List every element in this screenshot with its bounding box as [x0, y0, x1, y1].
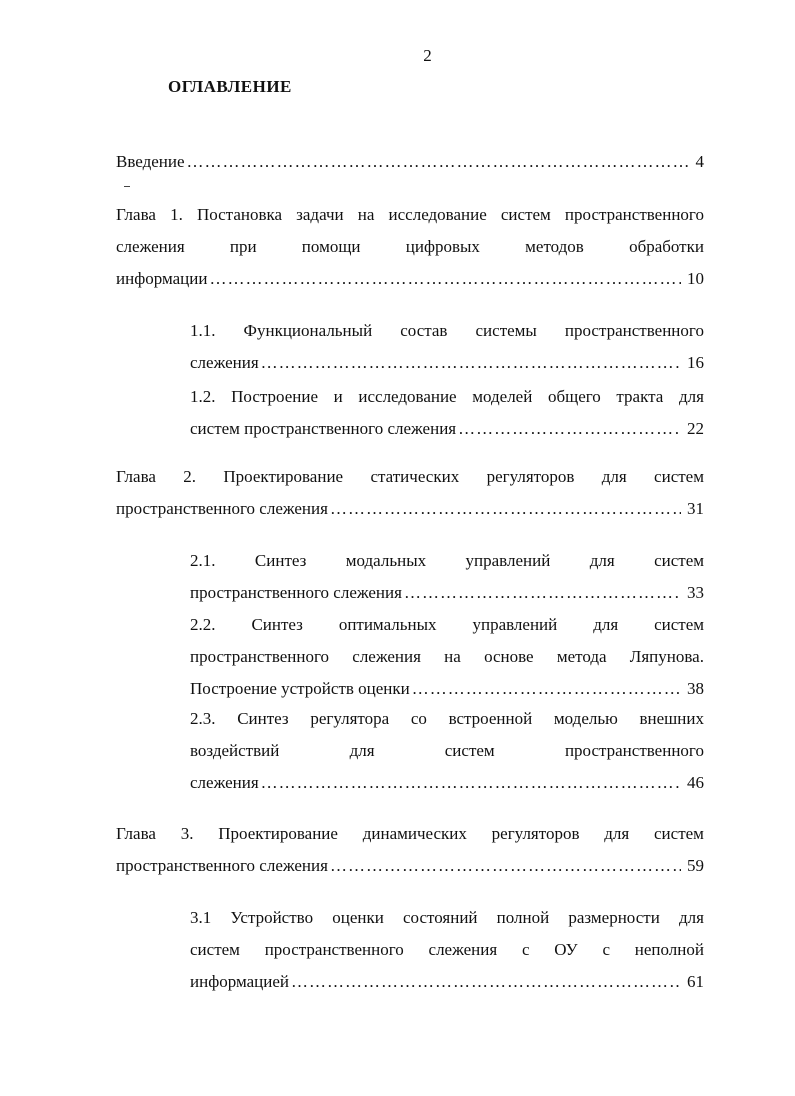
word: Глава — [116, 824, 156, 843]
word: 2.2. — [190, 615, 216, 634]
word: воздействий — [190, 741, 280, 760]
word: систем — [654, 824, 704, 843]
toc-page-number: 31 — [687, 499, 704, 518]
toc-entry-last-line — [190, 673, 704, 705]
toc-entry-text: слежения — [190, 353, 259, 372]
word: систем — [190, 940, 240, 959]
word: для — [589, 551, 615, 570]
word: систем — [654, 467, 704, 486]
word: при — [229, 237, 257, 256]
toc-entry — [116, 818, 704, 882]
toc-page-number: 4 — [695, 152, 704, 171]
toc-entry-line — [190, 315, 704, 347]
word: оптимальных — [338, 615, 437, 634]
toc-page-number: 46 — [687, 773, 704, 792]
toc-page-number: 61 — [687, 972, 704, 991]
word: для — [349, 741, 375, 760]
toc-entry-line — [190, 609, 704, 641]
toc-entry-line — [190, 934, 704, 966]
toc-entry — [190, 315, 704, 379]
word: Проектирование — [223, 467, 344, 486]
word: для — [601, 467, 627, 486]
word: задачи — [296, 205, 344, 224]
word: основе — [484, 647, 534, 666]
dot-leader — [330, 493, 681, 525]
word: ОУ — [554, 940, 578, 959]
word: Ляпунова. — [629, 647, 704, 666]
word: 3. — [180, 824, 194, 843]
word: размерности — [568, 908, 660, 927]
dot-leader — [261, 347, 681, 379]
word: помощи — [301, 237, 361, 256]
word: на — [357, 205, 375, 224]
toc-entry-last-line — [116, 263, 704, 295]
toc-entry-text: информации — [116, 269, 208, 288]
word: и — [333, 387, 343, 406]
word: метода — [556, 647, 607, 666]
toc-entry-text: пространственного слежения — [116, 856, 328, 875]
toc-entry-text: Построение устройств оценки — [190, 679, 410, 698]
toc-entry-text: пространственного слежения — [190, 583, 402, 602]
dot-leader — [261, 767, 681, 799]
word: исследование — [358, 387, 457, 406]
toc-entry-last-line — [116, 493, 704, 525]
toc-title: ОГЛАВЛЕНИЕ — [168, 77, 292, 96]
word: для — [593, 615, 619, 634]
toc-entry — [116, 146, 704, 178]
word: динамических — [362, 824, 467, 843]
toc-entry-line — [190, 545, 704, 577]
word: встроенной — [448, 709, 533, 728]
dot-leader — [404, 577, 681, 609]
word: Постановка — [196, 205, 283, 224]
toc-entry-line — [116, 231, 704, 263]
word: с — [602, 940, 610, 959]
word: для — [604, 824, 630, 843]
word: 2. — [183, 467, 197, 486]
toc-entry-last-line — [116, 850, 704, 882]
toc-entry-last-line — [190, 347, 704, 379]
page-number: 2 — [423, 46, 432, 65]
word: для — [678, 908, 704, 927]
toc-entry-line — [190, 381, 704, 413]
toc-entry-last-line — [190, 577, 704, 609]
toc-entry-line — [190, 703, 704, 735]
word: 2.3. — [190, 709, 216, 728]
toc-entry — [116, 461, 704, 525]
word: слежения — [116, 237, 185, 256]
toc-entry-last-line — [190, 767, 704, 799]
word: управлений — [472, 615, 558, 634]
word: системы — [475, 321, 537, 340]
toc-page-number: 10 — [687, 269, 704, 288]
word: с — [521, 940, 530, 959]
stray-mark — [124, 186, 130, 187]
word: состав — [400, 321, 448, 340]
word: управлений — [465, 551, 551, 570]
toc-entry — [190, 609, 704, 705]
word: 1. — [170, 205, 183, 224]
word: Синтез — [237, 709, 289, 728]
word: Глава — [116, 205, 156, 224]
toc-entry-line — [116, 461, 704, 493]
toc-entry — [116, 199, 704, 295]
toc-entry — [190, 545, 704, 609]
dot-leader — [458, 413, 681, 445]
word: состояний — [403, 908, 478, 927]
toc-entry-line — [116, 199, 704, 231]
toc-entry-last-line — [190, 966, 704, 998]
word: для — [678, 387, 704, 406]
word: методов — [525, 237, 584, 256]
word: на — [444, 647, 461, 666]
toc-page-number: 22 — [687, 419, 704, 438]
word: Устройство — [230, 908, 314, 927]
word: Синтез — [254, 551, 307, 570]
word: моделью — [553, 709, 618, 728]
toc-entry-last-line — [190, 413, 704, 445]
toc-entry-text: слежения — [190, 773, 259, 792]
toc-page-number: 16 — [687, 353, 704, 372]
word: обработки — [629, 237, 704, 256]
word: систем — [654, 551, 704, 570]
word: Глава — [116, 467, 156, 486]
word: Построение — [231, 387, 319, 406]
word: оценки — [332, 908, 384, 927]
toc-entry-line — [190, 735, 704, 767]
toc-page-number: 33 — [687, 583, 704, 602]
toc-page-number: 38 — [687, 679, 704, 698]
word: внешних — [639, 709, 704, 728]
word: общего — [547, 387, 601, 406]
word: систем — [444, 741, 495, 760]
word: систем — [654, 615, 704, 634]
word: модальных — [345, 551, 427, 570]
toc-entry — [190, 902, 704, 998]
word: со — [410, 709, 427, 728]
word: пространственного — [564, 321, 704, 340]
dot-leader — [209, 263, 681, 295]
word: систем — [500, 205, 551, 224]
dot-leader — [412, 673, 681, 705]
word: неполной — [634, 940, 704, 959]
word: слежения — [428, 940, 498, 959]
word: тракта — [616, 387, 664, 406]
toc-entry-text: Введение — [116, 152, 185, 171]
word: слежения — [352, 647, 421, 666]
word: цифровых — [405, 237, 480, 256]
word: регуляторов — [491, 824, 580, 843]
toc-entry-line — [190, 902, 704, 934]
word: пространственного — [564, 205, 704, 224]
dot-leader — [330, 850, 681, 882]
toc-entry-text: информацией — [190, 972, 289, 991]
dot-leader — [291, 966, 681, 998]
word: моделей — [472, 387, 533, 406]
word: исследование — [388, 205, 487, 224]
toc-entry — [190, 381, 704, 445]
word: 1.1. — [190, 321, 216, 340]
toc-entry-text: систем пространственного слежения — [190, 419, 457, 438]
word: 1.2. — [190, 387, 216, 406]
word: пространственного — [264, 940, 404, 959]
word: Проектирование — [218, 824, 338, 843]
toc-entry-last-line — [116, 146, 704, 178]
word: 2.1. — [190, 551, 216, 570]
toc-entry — [190, 703, 704, 799]
toc-entry-text: пространственного слежения — [116, 499, 328, 518]
word: пространственного — [190, 647, 330, 666]
word: полной — [496, 908, 550, 927]
word: 3.1 — [190, 908, 212, 927]
word: Функциональный — [243, 321, 373, 340]
toc-page-number: 59 — [687, 856, 704, 875]
word: Синтез — [251, 615, 303, 634]
word: статических — [370, 467, 460, 486]
dot-leader — [187, 146, 690, 178]
word: регуляторов — [486, 467, 575, 486]
toc-entry-line — [190, 641, 704, 673]
word: регулятора — [310, 709, 390, 728]
word: пространственного — [564, 741, 704, 760]
toc-entry-line — [116, 818, 704, 850]
